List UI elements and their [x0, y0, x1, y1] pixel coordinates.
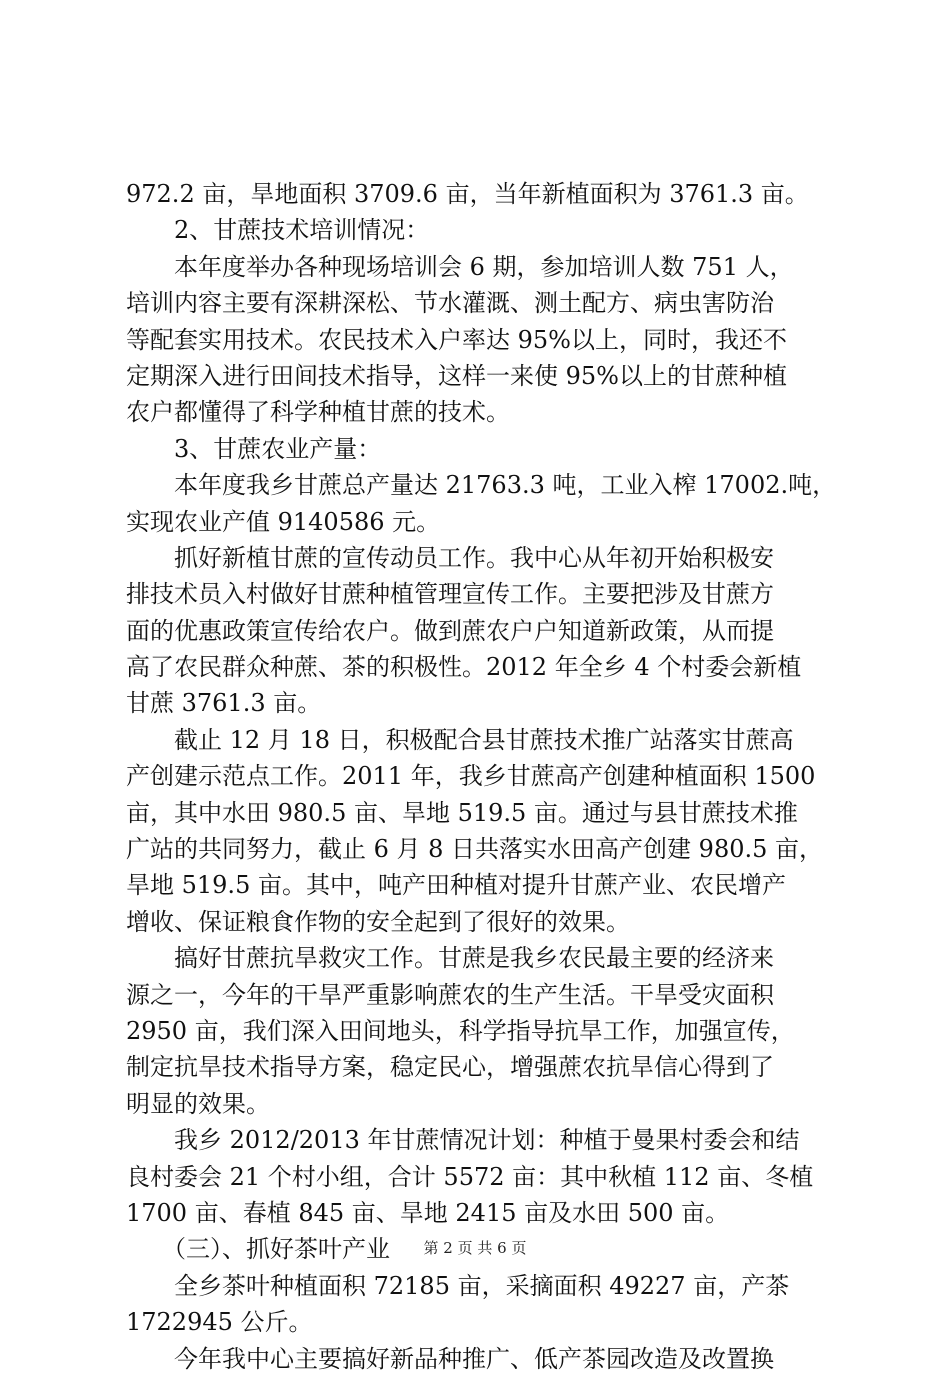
- text-line: 972.2 亩，旱地面积 3709.6 亩，当年新植面积为 3761.3 亩。: [126, 180, 809, 208]
- text-line: 1722945 公斤。: [126, 1308, 313, 1337]
- text-line: 抓好新植甘蔗的宣传动员工作。我中心从年初开始积极安: [126, 543, 774, 572]
- text-line: 制定抗旱技术指导方案，稳定民心，增强蔗农抗旱信心得到了: [126, 1053, 774, 1082]
- text-line: 培训内容主要有深耕深松、节水灌溉、测土配方、病虫害防治: [126, 289, 774, 318]
- text-line: 广站的共同努力，截止 6 月 8 日共落实水田高产创建 980.5 亩，: [126, 835, 824, 864]
- text-line: 搞好甘蔗抗旱救灾工作。甘蔗是我乡农民最主要的经济来: [126, 944, 774, 973]
- page-footer: 第 2 页 共 6 页: [423, 1239, 527, 1257]
- text-line: 截止 12 月 18 日，积极配合县甘蔗技术推广站落实甘蔗高: [126, 725, 794, 754]
- text-line: 明显的效果。: [126, 1089, 270, 1118]
- section-heading: 2、甘蔗技术培训情况：: [126, 216, 430, 245]
- text-line: 高了农民群众种蔗、茶的积极性。2012 年全乡 4 个村委会新植: [126, 653, 802, 682]
- section-heading: 3、甘蔗农业产量：: [126, 434, 382, 463]
- text-line: 农户都懂得了科学种植甘蔗的技术。: [126, 398, 510, 427]
- text-line: 实现农业产值 9140586 元。: [126, 507, 441, 536]
- text-line: 定期深入进行田间技术指导，这样一来使 95%以上的甘蔗种植: [126, 361, 787, 390]
- text-line: 2950 亩，我们深入田间地头，科学指导抗旱工作，加强宣传，: [126, 1016, 795, 1045]
- text-line: 今年我中心主要搞好新品种推广、低产茶园改造及改置换: [126, 1344, 774, 1373]
- text-line: 排技术员入村做好甘蔗种植管理宣传工作。主要把涉及甘蔗方: [126, 580, 774, 609]
- text-line: 良村委会 21 个村小组，合计 5572 亩：其中秋植 112 亩、冬植: [126, 1162, 814, 1191]
- text-line: 全乡茶叶种植面积 72185 亩，采摘面积 49227 亩，产茶: [126, 1271, 790, 1300]
- document-body: [126, 176, 838, 1377]
- text-line: 旱地 519.5 亩。其中，吨产田种植对提升甘蔗产业、农民增产: [126, 871, 786, 900]
- text-line: 面的优惠政策宣传给农户。做到蔗农户户知道新政策，从而提: [126, 616, 774, 645]
- text-line: 我乡 2012/2013 年甘蔗情况计划：种植于曼果村委会和结: [126, 1126, 800, 1155]
- section-heading: （三）、抓好茶叶产业: [126, 1235, 390, 1264]
- text-line: 源之一，今年的干旱严重影响蔗农的生产生活。干旱受灾面积: [126, 980, 774, 1009]
- text-line: 等配套实用技术。农民技术入户率达 95%以上，同时，我还不: [126, 325, 787, 354]
- text-line: 本年度举办各种现场培训会 6 期，参加培训人数 751 人，: [126, 252, 794, 281]
- text-line: 甘蔗 3761.3 亩。: [126, 689, 322, 718]
- text-line: 亩，其中水田 980.5 亩、旱地 519.5 亩。通过与县甘蔗技术推: [126, 798, 798, 827]
- text-line: 增收、保证粮食作物的安全起到了很好的效果。: [126, 907, 630, 936]
- text-line: 产创建示范点工作。2011 年，我乡甘蔗高产创建种植面积 1500: [126, 762, 816, 791]
- text-line: 本年度我乡甘蔗总产量达 21763.3 吨，工业入榨 17002.吨，: [126, 471, 837, 500]
- text-line: 1700 亩、春植 845 亩、旱地 2415 亩及水田 500 亩。: [126, 1198, 730, 1227]
